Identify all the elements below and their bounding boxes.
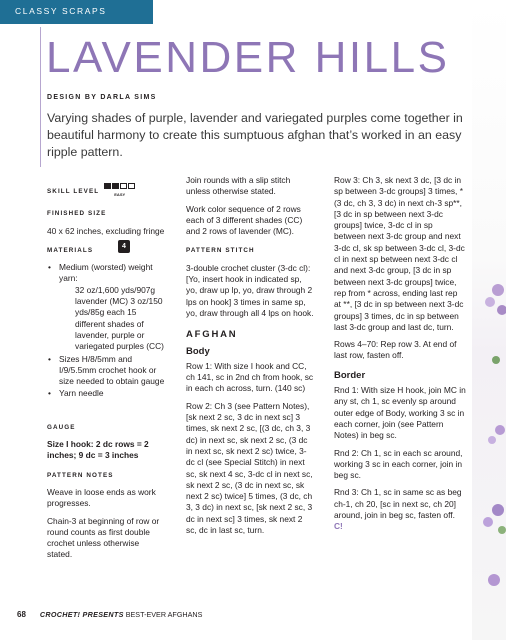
material-hooks: • Sizes H/8/5mm and I/9/5.5mm crochet hook or size needed to obtain gauge (55, 354, 165, 388)
row-3: Row 3: Ch 3, sk next 3 dc, [3 dc in sp between 3-dc groups] 3 times, *(3 dc, ch 3, 3 dc) in next ch-3 sp**, [3 dc in sp between next 3-dc groups] twice, 3-dc cl in sp between next 3-dc group and next 3-dc cl, sk sp between 3-dc cl, 3-dc cl in next sp between next 3-dc cl and next 3-dc group, [3 dc in sp between next 3-dc groups] twice, rep from * across, ending last rep at **, [3 dc in sp between next 3-dc groups] 3 times, dc in sp between last 3-dc group and last dc, turn. (334, 175, 465, 332)
gauge-label: GAUGE (47, 423, 76, 431)
row-1: Row 1: With size I hook and CC, ch 141, sc in 2nd ch from hook, sc in each ch across, turn. (140 sc) (186, 360, 314, 394)
pattern-notes-label: PATTERN NOTES (47, 471, 114, 479)
end-mark-icon: C! (334, 521, 343, 532)
title-rule (40, 27, 41, 167)
yarn-weight-badge: 4 (118, 240, 130, 253)
page-number: 68 (17, 610, 26, 619)
materials-label: MATERIALS (47, 246, 94, 254)
column-middle (186, 175, 314, 542)
skill-bar-4 (128, 183, 135, 189)
intro-paragraph: Varying shades of purple, lavender and variegated purples come together in beautiful harmony to create this sumptuous afghan that’s worked in an easy ripple pattern. (47, 111, 463, 159)
material-yarn-text: Medium (worsted) weight yarn: (59, 262, 153, 284)
column-left (47, 183, 165, 567)
instruction-color-sequence: Work color sequence of 2 rows each of 3 different shades (CC) and 2 rows of lavender (MC). (186, 203, 303, 237)
pattern-note-2: Chain-3 at beginning of row or round counts as first double crochet unless otherwise stated. (47, 515, 160, 560)
section-tab (0, 0, 153, 24)
pattern-stitch-label: PATTERN STITCH (186, 247, 255, 255)
rows-4-70: Rows 4–70: Rep row 3. At end of last row, fasten off. (334, 339, 457, 361)
material-yarn-detail: 32 oz/1,600 yds/907g lavender (MC) 3 oz/150 yds/85g each 15 different shades of lavender, purple or variegated purples (CC) (75, 284, 164, 352)
round-3 (334, 487, 466, 532)
page-footer (17, 610, 202, 619)
skill-level (47, 183, 165, 200)
skill-level-value: EASY (114, 192, 126, 197)
instruction-join: Join rounds with a slip stitch unless otherwise stated. (186, 175, 291, 197)
footer-brand: CROCHET! PRESENTS (39, 610, 124, 619)
skill-bar-1 (104, 183, 111, 189)
round-2: Rnd 2: Ch 1, sc in each sc around, working 3 sc in each corner, join in beg sc. (334, 447, 463, 481)
section-tab-label: CLASSY SCRAPS (15, 6, 107, 16)
material-needle: • Yarn needle (55, 388, 165, 399)
finished-size-label: FINISHED SIZE (47, 210, 107, 218)
materials-list (47, 262, 165, 400)
gauge-text: Size I hook: 2 dc rows = 2 inches; 9 dc = 3 inches (47, 439, 149, 461)
finished-size-text: 40 x 62 inches, excluding fringe (47, 225, 165, 236)
footer-book-title: BEST-EVER AFGHANS (125, 610, 203, 619)
pattern-note-1: Weave in loose ends as work progresses. (47, 486, 156, 509)
round-1: Rnd 1: With size H hook, join MC in any st, ch 1, sc evenly sp around outer edge of Body, working 3 sc in each corner, join (see Pattern Notes) in beg sc. (334, 385, 466, 441)
afghan-heading: AFGHAN (186, 329, 238, 341)
row-2: Row 2: Ch 3 (see Pattern Notes), [sk next 2 sc, 3 dc in next sc] 3 times, sk next 2 sc, [(3 dc, ch 3, 3 dc) in next sc, sk next 2 sc, (3 dc in next sc, sk next 2 sc) twice, 3-dc cl (see Special Stitch) in next sc, sk next 4 sc, 3-dc cl in next sc, sk next 2 sc, (3 dc in next sc, sk next 2 sc) twice] 5 times, (3 dc, ch 3, 3 dc) in next sc, [sk next 2 sc, 3 dc in next sc] 3 times, sk next 2 sc, dc in last sc, turn. (186, 400, 313, 536)
column-right (334, 175, 466, 539)
pattern-stitch-text: 3-double crochet cluster (3-dc cl): [Yo, insert hook in indicated sp, yo, draw up lp, yo, draw through 2 lps on hook] 3 times in same sp, yo, draw through all 4 lps on hook. (186, 262, 314, 318)
border-heading: Border (334, 369, 366, 381)
material-yarn (55, 262, 165, 352)
designer-byline: DESIGN BY DARLA SIMS (47, 94, 157, 101)
skill-level-label: SKILL LEVEL (47, 188, 100, 195)
flower-photo (476, 280, 506, 600)
body-heading: Body (186, 345, 210, 357)
page-title: LAVENDER HILLS (46, 33, 450, 82)
round-3-text: Rnd 3: Ch 1, sc in same sc as beg ch-1, ch 20, [sc in next sc, ch 20] around, join in beg sc, fasten off. (334, 487, 462, 521)
